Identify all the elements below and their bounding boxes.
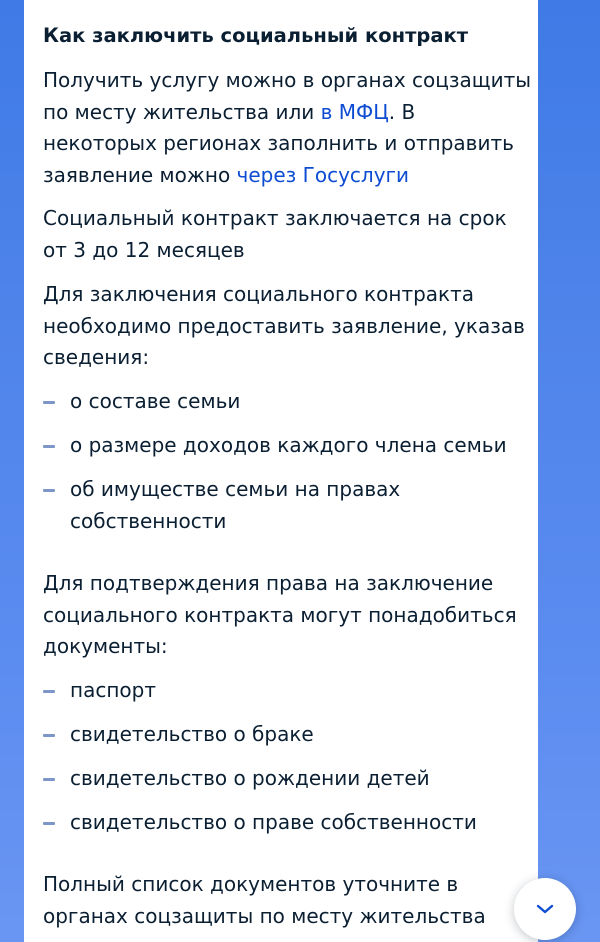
closing-paragraph: Полный список документов уточните в органах соцзащиты по месту жительства	[43, 872, 486, 928]
list-dash-icon	[43, 822, 55, 825]
application-intro-paragraph: Для заключения социального контракта необходимо предоставить заявление, указав сведения:	[43, 282, 525, 369]
content-card	[24, 0, 538, 942]
scroll-down-button[interactable]	[514, 878, 576, 940]
intro-text-part-2: . В некоторых регионах заполнить и отправить заявление можно	[43, 99, 514, 187]
list-item	[43, 807, 533, 839]
list-item-text: свидетельство о рождении детей	[70, 766, 430, 790]
list-dash-icon	[43, 690, 55, 693]
list-item	[43, 763, 533, 795]
list-item-text: паспорт	[70, 678, 156, 702]
list-dash-icon	[43, 489, 55, 492]
intro-paragraph	[43, 65, 533, 191]
list-item	[43, 430, 533, 462]
list-dash-icon	[43, 734, 55, 737]
list-item-text: об имуществе семьи на правах собственности	[70, 477, 401, 533]
application-details-list	[43, 386, 533, 550]
documents-list	[43, 675, 533, 851]
term-paragraph: Социальный контракт заключается на срок от 3 до 12 месяцев	[43, 206, 507, 262]
list-item	[43, 719, 533, 751]
list-item	[43, 474, 533, 537]
chevron-down-icon	[535, 903, 555, 915]
list-dash-icon	[43, 778, 55, 781]
list-item	[43, 386, 533, 418]
list-item-text: свидетельство о праве собственности	[70, 810, 477, 834]
gosuslugi-link[interactable]: через Госуслуги	[236, 162, 410, 187]
mfc-link[interactable]: в МФЦ	[320, 99, 389, 124]
documents-intro-paragraph: Для подтверждения права на заключение социального контракта могут понадобиться документы:	[43, 571, 517, 658]
section-title: Как заключить социальный контракт	[43, 24, 469, 47]
list-item-text: свидетельство о браке	[70, 722, 314, 746]
list-dash-icon	[43, 401, 55, 404]
list-item-text: о размере доходов каждого члена семьи	[70, 433, 507, 457]
list-dash-icon	[43, 445, 55, 448]
list-item-text: о составе семьи	[70, 389, 241, 413]
intro-text-part-1: Получить услугу можно в органах соцзащиты по месту жительства или	[43, 68, 532, 124]
list-item	[43, 675, 533, 707]
